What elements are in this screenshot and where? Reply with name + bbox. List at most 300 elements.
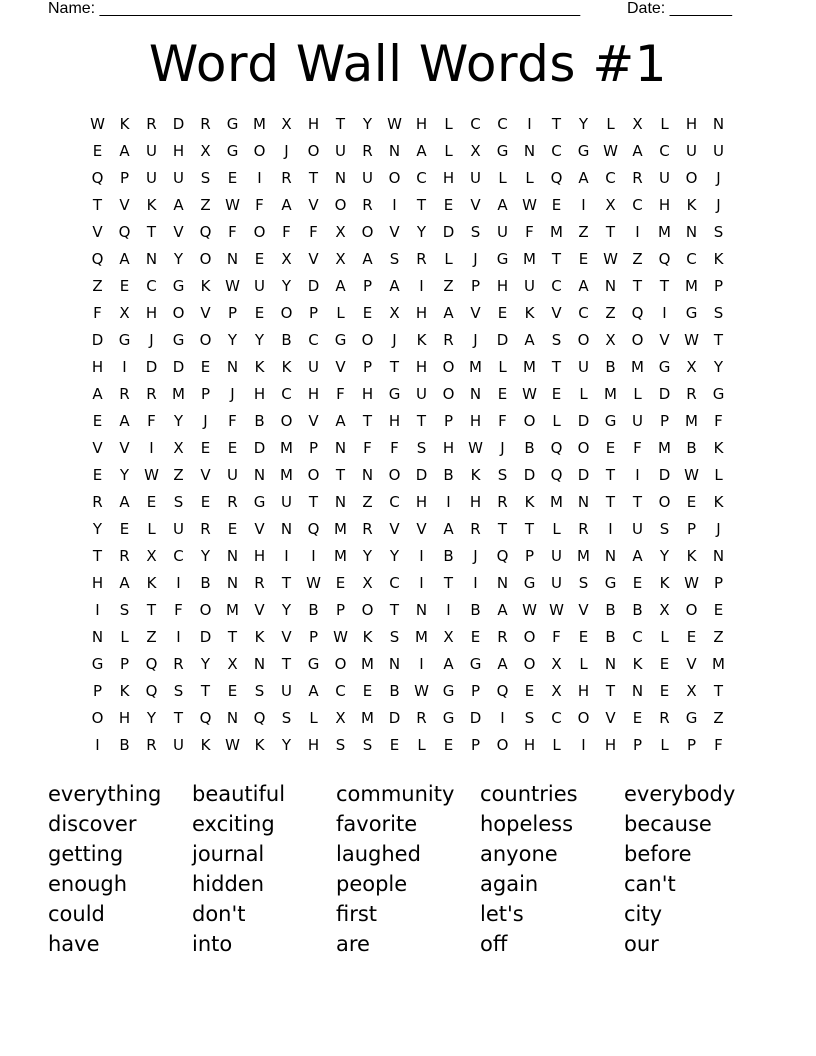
grid-letter[interactable]: S [254, 682, 265, 700]
grid-letter[interactable]: U [686, 142, 697, 160]
grid-letter[interactable]: Q [199, 223, 212, 241]
grid-letter[interactable]: T [92, 547, 103, 565]
grid-letter[interactable]: H [388, 412, 401, 430]
grid-letter[interactable]: V [659, 331, 670, 349]
grid-letter[interactable]: R [146, 115, 157, 133]
grid-letter[interactable]: T [173, 709, 184, 727]
grid-letter[interactable]: B [281, 331, 292, 349]
grid-letter[interactable]: Y [92, 520, 103, 538]
grid-letter[interactable]: M [658, 439, 671, 457]
grid-letter[interactable]: N [226, 574, 239, 592]
grid-letter[interactable]: X [119, 304, 130, 322]
grid-letter[interactable]: J [284, 142, 289, 160]
grid-letter[interactable]: K [200, 277, 211, 295]
grid-letter[interactable]: E [686, 628, 697, 646]
grid-letter[interactable]: P [92, 682, 103, 700]
grid-letter[interactable]: A [281, 196, 292, 214]
grid-letter[interactable]: S [713, 223, 724, 241]
grid-letter[interactable]: B [443, 466, 454, 484]
grid-letter[interactable]: E [578, 250, 589, 268]
grid-letter[interactable]: M [226, 601, 239, 619]
grid-letter[interactable]: N [334, 169, 347, 187]
grid-letter[interactable]: L [552, 412, 561, 430]
grid-letter[interactable]: G [712, 385, 725, 403]
grid-letter[interactable]: D [388, 709, 401, 727]
grid-letter[interactable]: T [551, 250, 562, 268]
grid-letter[interactable]: N [280, 520, 293, 538]
grid-letter[interactable]: F [255, 196, 264, 214]
grid-letter[interactable]: X [686, 358, 697, 376]
grid-letter[interactable]: A [497, 601, 508, 619]
grid-letter[interactable]: Z [443, 277, 454, 295]
grid-letter[interactable]: I [419, 277, 424, 295]
grid-letter[interactable]: I [419, 574, 424, 592]
grid-letter[interactable]: U [713, 142, 724, 160]
grid-letter[interactable]: N [523, 142, 536, 160]
grid-letter[interactable]: Y [173, 412, 184, 430]
grid-letter[interactable]: E [227, 439, 238, 457]
grid-letter[interactable]: G [253, 493, 266, 511]
grid-letter[interactable]: I [662, 304, 667, 322]
grid-letter[interactable]: L [552, 736, 561, 754]
grid-letter[interactable]: W [549, 601, 564, 619]
grid-letter[interactable]: P [686, 520, 697, 538]
grid-letter[interactable]: I [527, 115, 532, 133]
grid-letter[interactable]: H [307, 736, 320, 754]
grid-letter[interactable]: G [226, 142, 239, 160]
grid-letter[interactable]: T [146, 601, 157, 619]
grid-letter[interactable]: R [416, 709, 427, 727]
grid-letter[interactable]: X [281, 250, 292, 268]
grid-letter[interactable]: N [253, 466, 266, 484]
grid-letter[interactable]: Z [713, 628, 724, 646]
grid-letter[interactable]: L [498, 169, 507, 187]
grid-letter[interactable]: W [603, 250, 618, 268]
grid-letter[interactable]: T [605, 466, 616, 484]
grid-letter[interactable]: O [361, 601, 374, 619]
grid-letter[interactable]: E [227, 520, 238, 538]
grid-letter[interactable]: M [334, 520, 347, 538]
grid-letter[interactable]: H [307, 115, 320, 133]
grid-letter[interactable]: D [172, 358, 185, 376]
grid-letter[interactable]: X [605, 196, 616, 214]
grid-letter[interactable]: N [361, 466, 374, 484]
grid-letter[interactable]: J [716, 169, 721, 187]
grid-letter[interactable]: I [176, 628, 181, 646]
grid-letter[interactable]: X [632, 115, 643, 133]
grid-letter[interactable]: W [522, 385, 537, 403]
grid-letter[interactable]: E [146, 493, 157, 511]
grid-letter[interactable]: F [498, 412, 507, 430]
grid-letter[interactable]: R [146, 385, 157, 403]
grid-letter[interactable]: R [470, 520, 481, 538]
grid-letter[interactable]: E [605, 439, 616, 457]
grid-letter[interactable]: N [226, 358, 239, 376]
grid-letter[interactable]: G [442, 682, 455, 700]
grid-letter[interactable]: Y [281, 277, 292, 295]
grid-letter[interactable]: O [442, 385, 455, 403]
grid-letter[interactable]: V [470, 196, 481, 214]
grid-letter[interactable]: Q [631, 304, 644, 322]
grid-letter[interactable]: A [119, 250, 130, 268]
grid-letter[interactable]: S [497, 466, 508, 484]
grid-letter[interactable]: F [336, 385, 345, 403]
grid-letter[interactable]: A [578, 277, 589, 295]
grid-letter[interactable]: R [497, 628, 508, 646]
grid-letter[interactable]: H [415, 358, 428, 376]
grid-letter[interactable]: F [228, 412, 237, 430]
grid-letter[interactable]: U [632, 520, 643, 538]
grid-letter[interactable]: U [227, 466, 238, 484]
grid-letter[interactable]: T [605, 493, 616, 511]
grid-letter[interactable]: C [308, 331, 319, 349]
grid-letter[interactable]: Y [416, 223, 427, 241]
grid-letter[interactable]: Q [496, 547, 509, 565]
grid-letter[interactable]: K [362, 628, 373, 646]
grid-letter[interactable]: F [93, 304, 102, 322]
grid-letter[interactable]: D [145, 358, 158, 376]
grid-letter[interactable]: M [469, 358, 482, 376]
grid-letter[interactable]: S [173, 493, 184, 511]
grid-letter[interactable]: M [172, 385, 185, 403]
grid-letter[interactable]: S [200, 169, 211, 187]
grid-letter[interactable]: M [712, 655, 725, 673]
grid-letter[interactable]: P [362, 358, 373, 376]
grid-letter[interactable]: P [443, 412, 454, 430]
grid-letter[interactable]: O [577, 709, 590, 727]
grid-letter[interactable]: T [551, 358, 562, 376]
grid-letter[interactable]: C [497, 115, 508, 133]
grid-letter[interactable]: T [335, 466, 346, 484]
grid-letter[interactable]: Y [119, 466, 130, 484]
grid-letter[interactable]: N [388, 655, 401, 673]
grid-letter[interactable]: P [200, 385, 211, 403]
grid-letter[interactable]: Z [578, 223, 589, 241]
grid-letter[interactable]: Z [632, 250, 643, 268]
grid-letter[interactable]: H [442, 169, 455, 187]
grid-letter[interactable]: B [254, 412, 265, 430]
grid-letter[interactable]: B [470, 601, 481, 619]
grid-letter[interactable]: L [606, 115, 615, 133]
grid-letter[interactable]: X [173, 439, 184, 457]
grid-letter[interactable]: I [176, 574, 181, 592]
grid-letter[interactable]: W [90, 115, 105, 133]
grid-letter[interactable]: I [311, 547, 316, 565]
grid-letter[interactable]: V [686, 655, 697, 673]
grid-letter[interactable]: E [362, 682, 373, 700]
grid-letter[interactable]: V [119, 439, 130, 457]
grid-letter[interactable]: Q [118, 223, 131, 241]
grid-letter[interactable]: M [280, 439, 293, 457]
grid-letter[interactable]: N [577, 493, 590, 511]
grid-letter[interactable]: G [523, 574, 536, 592]
grid-letter[interactable]: I [95, 736, 100, 754]
grid-letter[interactable]: Z [146, 628, 157, 646]
grid-letter[interactable]: O [307, 466, 320, 484]
grid-letter[interactable]: M [280, 466, 293, 484]
grid-letter[interactable]: Z [92, 277, 103, 295]
grid-letter[interactable]: H [91, 358, 104, 376]
grid-letter[interactable]: O [280, 412, 293, 430]
grid-letter[interactable]: L [336, 304, 345, 322]
grid-letter[interactable]: Q [253, 709, 266, 727]
grid-letter[interactable]: T [227, 628, 238, 646]
grid-letter[interactable]: Y [362, 547, 373, 565]
grid-letter[interactable]: I [95, 601, 100, 619]
grid-letter[interactable]: D [307, 277, 320, 295]
grid-letter[interactable]: A [443, 520, 454, 538]
grid-letter[interactable]: J [473, 331, 478, 349]
grid-letter[interactable]: B [632, 601, 643, 619]
grid-letter[interactable]: T [200, 682, 211, 700]
grid-letter[interactable]: A [119, 142, 130, 160]
grid-letter[interactable]: J [149, 331, 154, 349]
grid-letter[interactable]: A [443, 655, 454, 673]
grid-letter[interactable]: Q [145, 682, 158, 700]
grid-letter[interactable]: G [577, 142, 590, 160]
grid-letter[interactable]: T [524, 520, 535, 538]
grid-letter[interactable]: R [227, 493, 238, 511]
grid-letter[interactable]: T [605, 223, 616, 241]
grid-letter[interactable]: X [389, 304, 400, 322]
grid-letter[interactable]: R [659, 709, 670, 727]
grid-letter[interactable]: C [632, 628, 643, 646]
grid-letter[interactable]: I [392, 196, 397, 214]
grid-letter[interactable]: I [284, 547, 289, 565]
grid-letter[interactable]: Y [200, 655, 211, 673]
grid-letter[interactable]: D [658, 466, 671, 484]
grid-letter[interactable]: C [281, 385, 292, 403]
grid-letter[interactable]: E [686, 493, 697, 511]
grid-letter[interactable]: E [470, 628, 481, 646]
grid-letter[interactable]: H [91, 574, 104, 592]
grid-letter[interactable]: B [443, 547, 454, 565]
grid-letter[interactable]: Q [91, 169, 104, 187]
grid-letter[interactable]: K [146, 574, 157, 592]
grid-letter[interactable]: V [389, 223, 400, 241]
grid-letter[interactable]: K [281, 358, 292, 376]
grid-letter[interactable]: F [633, 439, 642, 457]
grid-letter[interactable]: O [361, 331, 374, 349]
grid-letter[interactable]: R [173, 655, 184, 673]
grid-letter[interactable]: R [119, 385, 130, 403]
grid-letter[interactable]: A [92, 385, 103, 403]
grid-letter[interactable]: V [578, 601, 589, 619]
grid-letter[interactable]: J [230, 385, 235, 403]
grid-letter[interactable]: T [443, 574, 454, 592]
grid-letter[interactable]: N [226, 250, 239, 268]
grid-letter[interactable]: U [173, 520, 184, 538]
grid-letter[interactable]: P [119, 169, 130, 187]
grid-letter[interactable]: Y [254, 331, 265, 349]
grid-letter[interactable]: V [119, 196, 130, 214]
grid-letter[interactable]: N [685, 223, 698, 241]
grid-letter[interactable]: U [146, 169, 157, 187]
grid-letter[interactable]: P [686, 736, 697, 754]
grid-letter[interactable]: P [470, 736, 481, 754]
grid-letter[interactable]: R [200, 115, 211, 133]
grid-letter[interactable]: H [361, 385, 374, 403]
grid-letter[interactable]: I [581, 196, 586, 214]
grid-letter[interactable]: E [632, 574, 643, 592]
grid-letter[interactable]: A [497, 196, 508, 214]
grid-letter[interactable]: V [200, 466, 211, 484]
grid-letter[interactable]: W [522, 196, 537, 214]
grid-letter[interactable]: C [659, 142, 670, 160]
grid-letter[interactable]: C [389, 574, 400, 592]
grid-letter[interactable]: I [446, 493, 451, 511]
grid-letter[interactable]: N [496, 574, 509, 592]
grid-letter[interactable]: U [335, 142, 346, 160]
grid-letter[interactable]: C [416, 169, 427, 187]
grid-letter[interactable]: F [363, 439, 372, 457]
grid-letter[interactable]: F [174, 601, 183, 619]
grid-letter[interactable]: M [523, 358, 536, 376]
grid-letter[interactable]: E [92, 142, 103, 160]
grid-letter[interactable]: M [550, 223, 563, 241]
name-field[interactable]: Name: ______________________________________________________ [48, 0, 581, 17]
grid-letter[interactable]: L [444, 250, 453, 268]
grid-letter[interactable]: D [442, 223, 455, 241]
grid-letter[interactable]: U [497, 223, 508, 241]
grid-letter[interactable]: E [335, 574, 346, 592]
grid-letter[interactable]: Z [200, 196, 211, 214]
grid-letter[interactable]: X [686, 682, 697, 700]
grid-letter[interactable]: R [362, 520, 373, 538]
grid-letter[interactable]: W [144, 466, 159, 484]
grid-letter[interactable]: L [444, 115, 453, 133]
grid-letter[interactable]: Q [199, 709, 212, 727]
grid-letter[interactable]: V [92, 223, 103, 241]
grid-letter[interactable]: U [362, 169, 373, 187]
grid-letter[interactable]: I [257, 169, 262, 187]
grid-letter[interactable]: E [200, 439, 211, 457]
grid-letter[interactable]: T [659, 277, 670, 295]
grid-letter[interactable]: H [172, 142, 185, 160]
grid-letter[interactable]: G [388, 385, 401, 403]
grid-letter[interactable]: L [633, 385, 642, 403]
grid-letter[interactable]: Y [227, 331, 238, 349]
grid-letter[interactable]: Y [389, 547, 400, 565]
grid-letter[interactable]: K [524, 304, 535, 322]
grid-letter[interactable]: M [685, 412, 698, 430]
grid-letter[interactable]: A [632, 142, 643, 160]
grid-letter[interactable]: O [91, 709, 104, 727]
grid-letter[interactable]: M [550, 493, 563, 511]
grid-letter[interactable]: V [173, 223, 184, 241]
grid-letter[interactable]: S [389, 250, 400, 268]
grid-letter[interactable]: N [226, 709, 239, 727]
grid-letter[interactable]: U [524, 277, 535, 295]
grid-letter[interactable]: Q [91, 250, 104, 268]
grid-letter[interactable]: P [308, 304, 319, 322]
grid-letter[interactable]: S [335, 736, 346, 754]
grid-letter[interactable]: B [200, 574, 211, 592]
grid-letter[interactable]: X [470, 142, 481, 160]
grid-letter[interactable]: H [253, 385, 266, 403]
grid-letter[interactable]: H [496, 277, 509, 295]
grid-letter[interactable]: X [146, 547, 157, 565]
grid-letter[interactable]: A [416, 142, 427, 160]
grid-letter[interactable]: I [581, 736, 586, 754]
grid-letter[interactable]: D [523, 466, 536, 484]
grid-letter[interactable]: I [149, 439, 154, 457]
grid-letter[interactable]: V [389, 520, 400, 538]
grid-letter[interactable]: H [577, 682, 590, 700]
grid-letter[interactable]: V [254, 520, 265, 538]
grid-letter[interactable]: L [309, 709, 318, 727]
grid-letter[interactable]: Z [173, 466, 184, 484]
grid-letter[interactable]: K [470, 466, 481, 484]
grid-letter[interactable]: N [334, 439, 347, 457]
grid-letter[interactable]: K [713, 493, 724, 511]
grid-letter[interactable]: D [658, 385, 671, 403]
grid-letter[interactable]: J [392, 331, 397, 349]
grid-letter[interactable]: Z [362, 493, 373, 511]
grid-letter[interactable]: J [473, 250, 478, 268]
grid-letter[interactable]: W [468, 439, 483, 457]
grid-letter[interactable]: O [388, 466, 401, 484]
grid-letter[interactable]: T [308, 493, 319, 511]
grid-letter[interactable]: B [605, 601, 616, 619]
grid-letter[interactable]: C [470, 115, 481, 133]
grid-letter[interactable]: T [632, 277, 643, 295]
grid-letter[interactable]: H [604, 736, 617, 754]
grid-letter[interactable]: S [173, 682, 184, 700]
grid-letter[interactable]: H [253, 547, 266, 565]
grid-letter[interactable]: A [632, 547, 643, 565]
grid-letter[interactable]: U [470, 169, 481, 187]
grid-letter[interactable]: P [362, 277, 373, 295]
grid-letter[interactable]: G [658, 358, 671, 376]
grid-letter[interactable]: D [469, 709, 482, 727]
grid-letter[interactable]: E [659, 655, 670, 673]
grid-letter[interactable]: A [173, 196, 184, 214]
grid-letter[interactable]: T [551, 115, 562, 133]
grid-letter[interactable]: U [254, 277, 265, 295]
grid-letter[interactable]: X [200, 142, 211, 160]
grid-letter[interactable]: R [362, 196, 373, 214]
grid-letter[interactable]: T [632, 493, 643, 511]
grid-letter[interactable]: M [415, 628, 428, 646]
grid-letter[interactable]: E [497, 385, 508, 403]
grid-letter[interactable]: Y [200, 547, 211, 565]
grid-letter[interactable]: L [498, 358, 507, 376]
grid-letter[interactable]: E [659, 682, 670, 700]
grid-letter[interactable]: G [91, 655, 104, 673]
grid-letter[interactable]: K [713, 250, 724, 268]
grid-letter[interactable]: V [605, 709, 616, 727]
grid-letter[interactable]: T [416, 412, 427, 430]
grid-letter[interactable]: Q [550, 439, 563, 457]
grid-letter[interactable]: Q [496, 682, 509, 700]
grid-letter[interactable]: G [226, 115, 239, 133]
grid-letter[interactable]: C [551, 277, 562, 295]
grid-letter[interactable]: W [333, 628, 348, 646]
grid-letter[interactable]: C [146, 277, 157, 295]
grid-letter[interactable]: H [415, 493, 428, 511]
grid-letter[interactable]: G [118, 331, 131, 349]
grid-letter[interactable]: S [659, 520, 670, 538]
grid-letter[interactable]: P [119, 655, 130, 673]
grid-letter[interactable]: E [200, 358, 211, 376]
grid-letter[interactable]: K [119, 682, 130, 700]
grid-letter[interactable]: U [551, 547, 562, 565]
grid-letter[interactable]: V [308, 250, 319, 268]
grid-letter[interactable]: E [227, 682, 238, 700]
grid-letter[interactable]: V [308, 196, 319, 214]
grid-letter[interactable]: V [416, 520, 427, 538]
